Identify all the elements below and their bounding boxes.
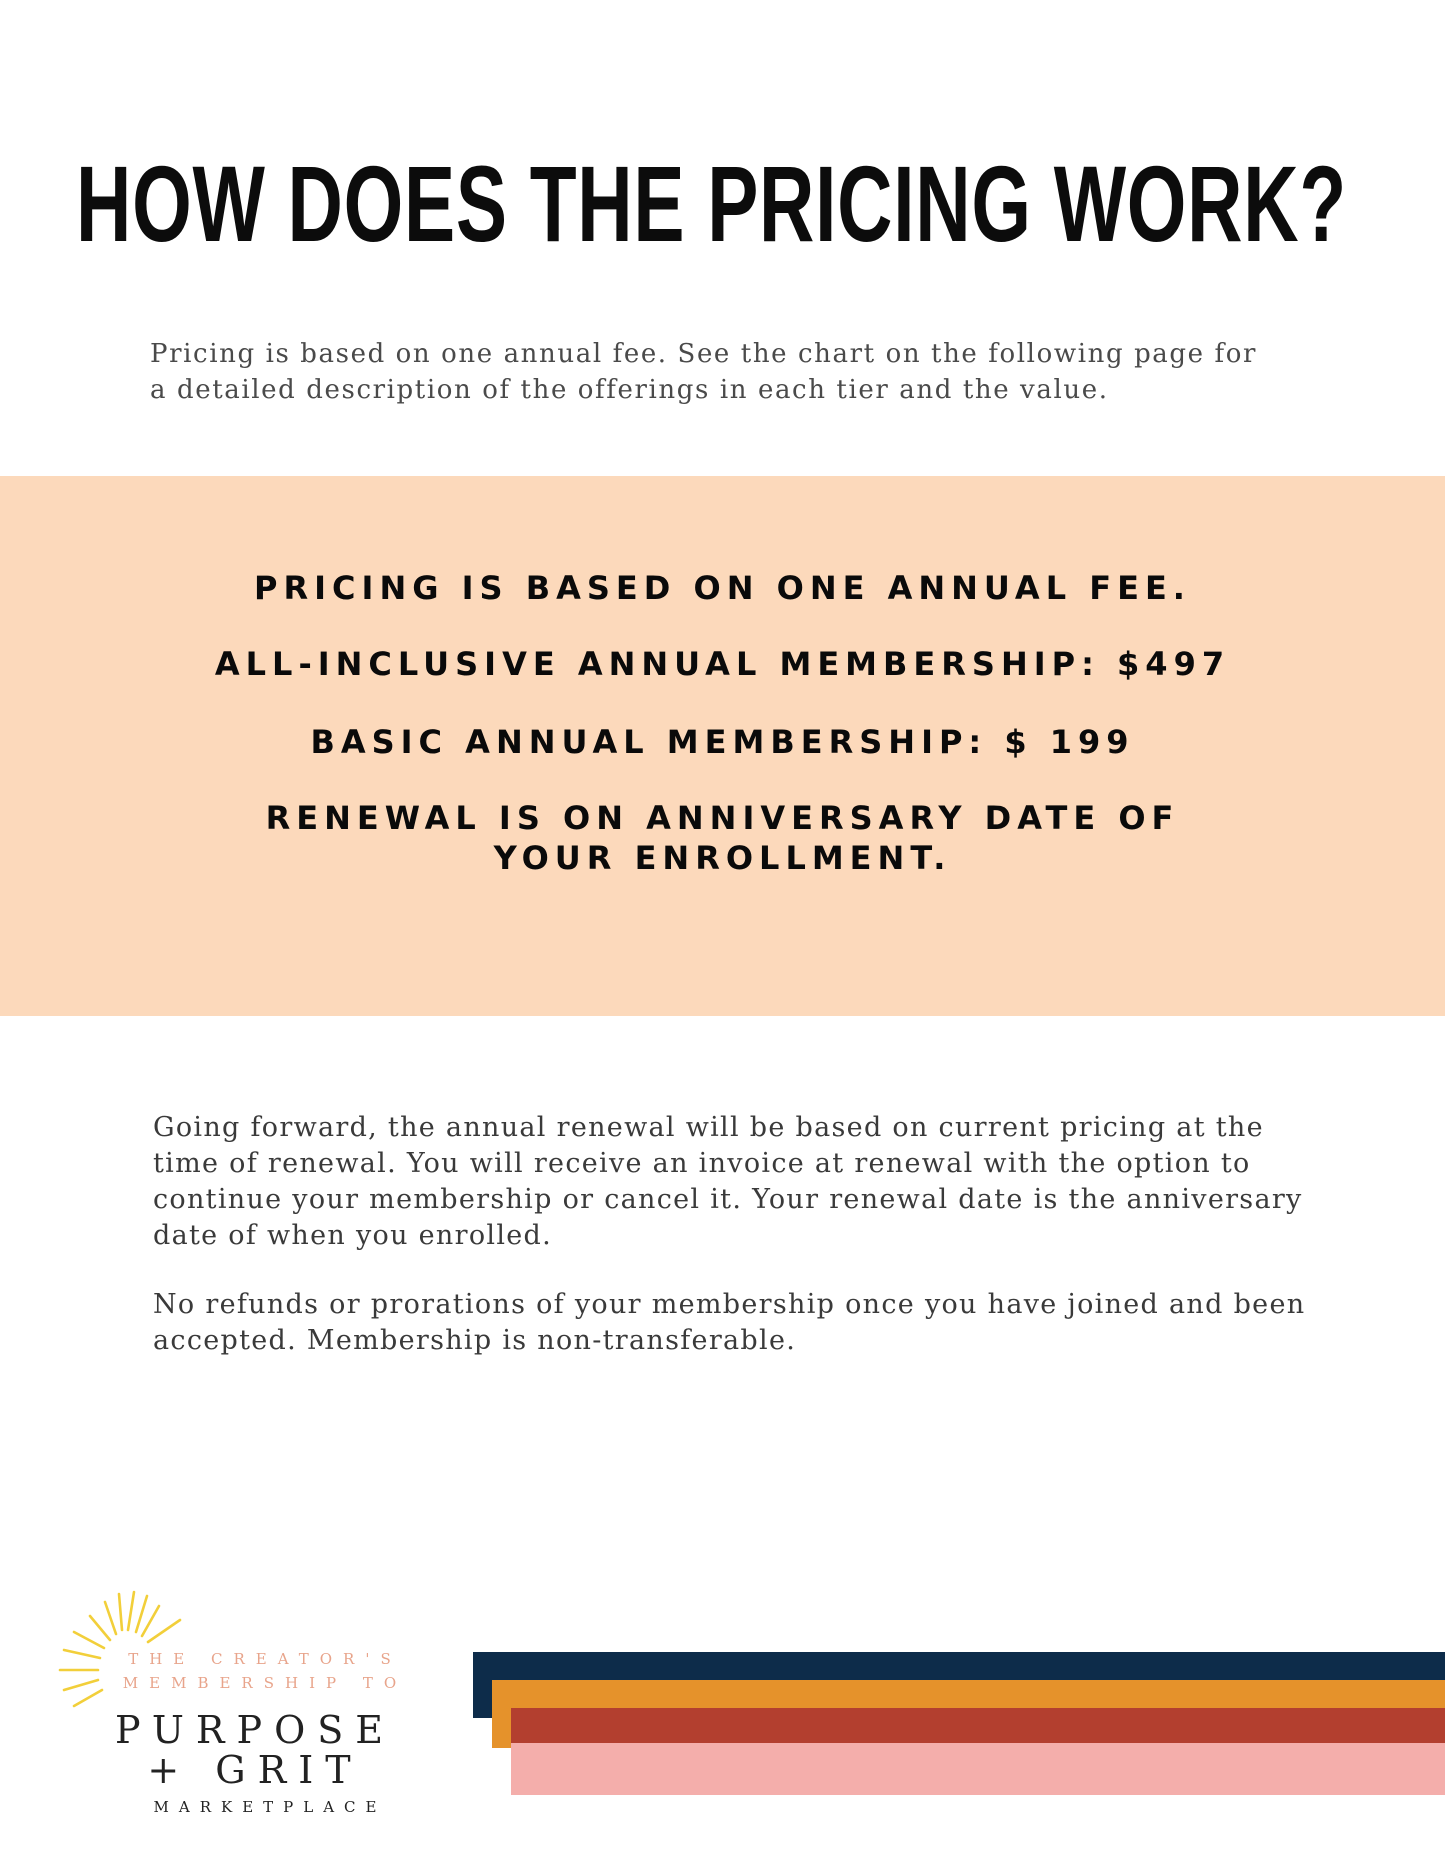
refund-paragraph: No refunds or prorations of your membership once you have joined and been accepted. Membership is non-transferable. <box>153 1289 1306 1356</box>
stripe-pink <box>511 1743 1445 1795</box>
basic-price-line: BASIC ANNUAL MEMBERSHIP: $ 199 <box>310 723 1135 761</box>
logo-tagline-1: THE CREATOR'S <box>128 1650 402 1668</box>
brand-logo <box>30 1580 430 1830</box>
renewal-line-2: YOUR ENROLLMENT. <box>493 839 952 877</box>
page-title: HOW DOES THE PRICING WORK? <box>76 143 1347 264</box>
pricing-band <box>0 476 1445 1016</box>
logo-name-2: + GRIT <box>147 1748 363 1792</box>
all-inclusive-price-line: ALL-INCLUSIVE ANNUAL MEMBERSHIP: $497 <box>214 645 1231 683</box>
renewal-paragraph: Going forward, the annual renewal will be based on current pricing at the time of renewal. You will receive an invoice at renewal with the option to continue your membership or cancel it. Your renewal date is the anniversary date of when you enrolled. <box>153 1112 1303 1251</box>
renewal-line-1: RENEWAL IS ON ANNIVERSARY DATE OF <box>265 799 1180 837</box>
pricing-fee-line: PRICING IS BASED ON ONE ANNUAL FEE. <box>254 569 1191 607</box>
logo-tagline-2: MEMBERSHIP TO <box>122 1674 408 1692</box>
logo-subtitle: MARKETPLACE <box>153 1798 387 1816</box>
logo-name-1: PURPOSE <box>114 1708 396 1752</box>
intro-text: Pricing is based on one annual fee. See the chart on the following page for a detailed description of the offerings in each tier and the value. <box>150 339 1258 405</box>
